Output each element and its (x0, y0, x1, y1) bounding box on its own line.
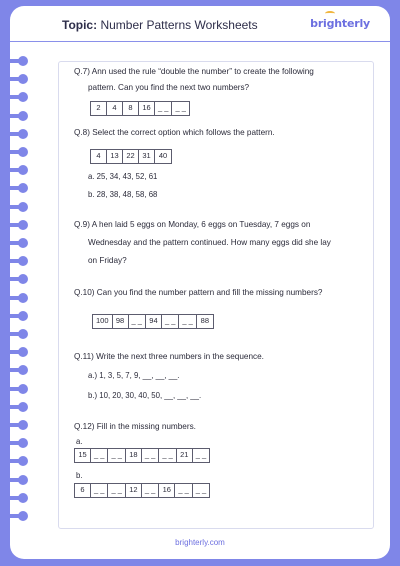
binding-ring-icon (0, 256, 40, 266)
q7-text-line1: Q.7) Ann used the rule “double the number” to create the following (74, 67, 314, 76)
q10-blank-cell[interactable]: _ _ (129, 315, 146, 328)
binding-ring-icon (0, 129, 40, 139)
q12a-blank-cell[interactable]: _ _ (142, 449, 159, 462)
logo-text: brighterly (310, 17, 370, 30)
q8-option-a[interactable]: a. 25, 34, 43, 52, 61 (88, 172, 158, 181)
q10-text-line1: Q.10) Can you find the number pattern and fill the missing numbers? (74, 288, 323, 297)
q8-option-b[interactable]: b. 28, 38, 48, 58, 68 (88, 190, 158, 199)
binding-ring-icon (0, 202, 40, 212)
q12a-cell: 18 (126, 449, 142, 462)
page-title (62, 18, 258, 32)
binding-ring-icon (0, 420, 40, 430)
brighterly-logo (310, 17, 370, 30)
q12b-blank-cell[interactable]: _ _ (195, 485, 207, 494)
binding-ring-icon (0, 456, 40, 466)
q10-cell: 88 (200, 316, 209, 325)
q9-text-line1: Q.9) A hen laid 5 eggs on Monday, 6 eggs on Tuesday, 7 eggs on (74, 220, 311, 229)
binding-ring-icon (0, 475, 40, 485)
binding-ring-icon (0, 238, 40, 248)
q11-part-b: b.) 10, 20, 30, 40, 50, __, __, __. (88, 391, 202, 400)
q7-blank-cell[interactable]: _ _ (155, 102, 172, 115)
q8-cell: 22 (123, 150, 139, 163)
q7-blank-cell[interactable]: _ _ (175, 103, 186, 112)
binding-ring-icon (0, 165, 40, 175)
q10-cell: 94 (146, 315, 162, 328)
q12a-cell: 15 (75, 449, 91, 462)
spiral-binding (0, 56, 40, 526)
q12b-cell: 16 (159, 484, 175, 497)
q12b-blank-cell[interactable]: _ _ (142, 484, 159, 497)
binding-ring-icon (0, 347, 40, 357)
q7-cell: 4 (107, 102, 123, 115)
q12b-cell: 6 (75, 484, 91, 497)
binding-ring-icon (0, 274, 40, 284)
q11-part-a: a.) 1, 3, 5, 7, 9, __, __, __. (88, 371, 180, 380)
binding-ring-icon (0, 365, 40, 375)
q8-text-line1: Q.8) Select the correct option which follows the pattern. (74, 128, 275, 137)
q7-cell: 16 (139, 102, 155, 115)
q12-sequence-b (74, 483, 210, 498)
page-header (10, 6, 390, 42)
q12a-blank-cell[interactable]: _ _ (91, 449, 108, 462)
binding-ring-icon (0, 511, 40, 521)
q12b-blank-cell[interactable]: _ _ (108, 484, 125, 497)
q8-cell: 13 (107, 150, 123, 163)
q10-blank-cell[interactable]: _ _ (162, 315, 179, 328)
q8-cell: 40 (158, 151, 168, 160)
topic-label: Topic: (62, 18, 98, 32)
q9-text-line3: on Friday? (88, 256, 127, 265)
logo-accent-icon (325, 11, 335, 16)
q10-sequence (92, 314, 214, 329)
q7-sequence (90, 101, 190, 116)
footer-site[interactable]: brighterly.com (175, 538, 225, 547)
q12-sequence-a (74, 448, 210, 463)
binding-ring-icon (0, 74, 40, 84)
q10-blank-cell[interactable]: _ _ (179, 315, 196, 328)
q12a-blank-cell[interactable]: _ _ (108, 449, 125, 462)
q12-text-line1: Q.12) Fill in the missing numbers. (74, 422, 196, 431)
q12-label-b: b. (76, 471, 83, 480)
binding-ring-icon (0, 402, 40, 412)
binding-ring-icon (0, 384, 40, 394)
q12-label-a: a. (76, 437, 83, 446)
binding-ring-icon (0, 311, 40, 321)
binding-ring-icon (0, 147, 40, 157)
binding-ring-icon (0, 329, 40, 339)
worksheet-page (10, 6, 390, 559)
binding-ring-icon (0, 293, 40, 303)
binding-ring-icon (0, 493, 40, 503)
q10-cell: 100 (93, 315, 113, 328)
q12b-blank-cell[interactable]: _ _ (91, 484, 108, 497)
q11-text-line1: Q.11) Write the next three numbers in the sequence. (74, 352, 264, 361)
q12b-blank-cell[interactable]: _ _ (175, 484, 192, 497)
binding-ring-icon (0, 438, 40, 448)
binding-ring-icon (0, 183, 40, 193)
binding-ring-icon (0, 111, 40, 121)
q12b-cell: 12 (126, 484, 142, 497)
q8-sequence (90, 149, 172, 164)
q7-cell: 8 (123, 102, 139, 115)
topic-title: Number Patterns Worksheets (100, 18, 258, 32)
binding-ring-icon (0, 56, 40, 66)
q7-text-line2: pattern. Can you find the next two numbers? (88, 83, 250, 92)
binding-ring-icon (0, 220, 40, 230)
q12a-cell: 21 (177, 449, 193, 462)
q7-cell: 2 (91, 102, 107, 115)
binding-ring-icon (0, 92, 40, 102)
q12a-blank-cell[interactable]: _ _ (159, 449, 176, 462)
q8-cell: 4 (91, 150, 107, 163)
q9-text-line2: Wednesday and the pattern continued. How many eggs did she lay (88, 238, 331, 247)
q12a-blank-cell[interactable]: _ _ (195, 450, 207, 459)
q10-cell: 98 (113, 315, 129, 328)
q8-cell: 31 (139, 150, 155, 163)
